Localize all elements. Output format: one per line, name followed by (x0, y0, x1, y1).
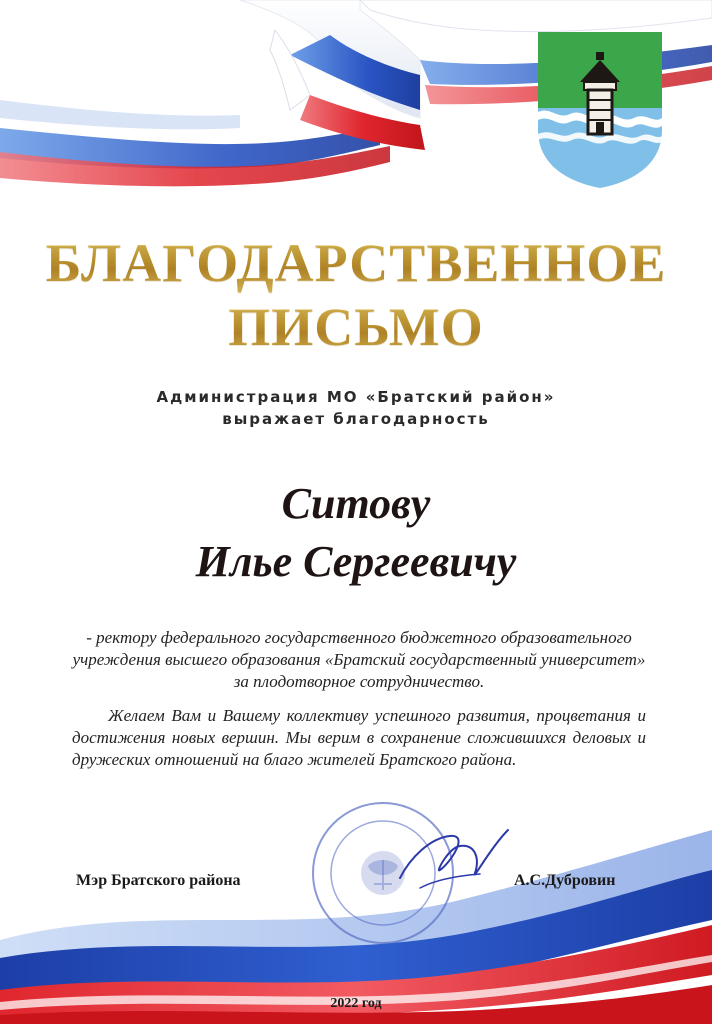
issuer-line2: выражает благодарность (222, 410, 490, 428)
body-paragraph-2: Желаем Вам и Вашему коллективу успешного развития, процветания и достижения новых вершин. Мы верим в сохранение сложившихся деловых и дружеских отношений на благо жителей Братского района. (72, 706, 646, 769)
document-year: 2022 год (330, 996, 382, 1011)
issuer-line1: Администрация МО «Братский район» (156, 388, 556, 406)
coat-of-arms-icon (536, 30, 664, 190)
document-title-line2: ПИСЬМО (0, 296, 712, 358)
body-paragraph-1: - ректору федерального государственного бюджетного образовательного учреждения высшего образования «Братский государственный университет» за плодотворное сотрудничество. (72, 628, 646, 691)
signer-position: Мэр Братского района (76, 872, 241, 889)
signer-name: А.С.Дубровин (514, 872, 616, 889)
recipient-given-names: Илье Сергеевичу (195, 537, 517, 586)
recipient-surname: Ситову (281, 479, 431, 528)
document-title-line1: БЛАГОДАРСТВЕННОЕ (0, 232, 712, 294)
handwritten-signature-icon (380, 818, 520, 898)
